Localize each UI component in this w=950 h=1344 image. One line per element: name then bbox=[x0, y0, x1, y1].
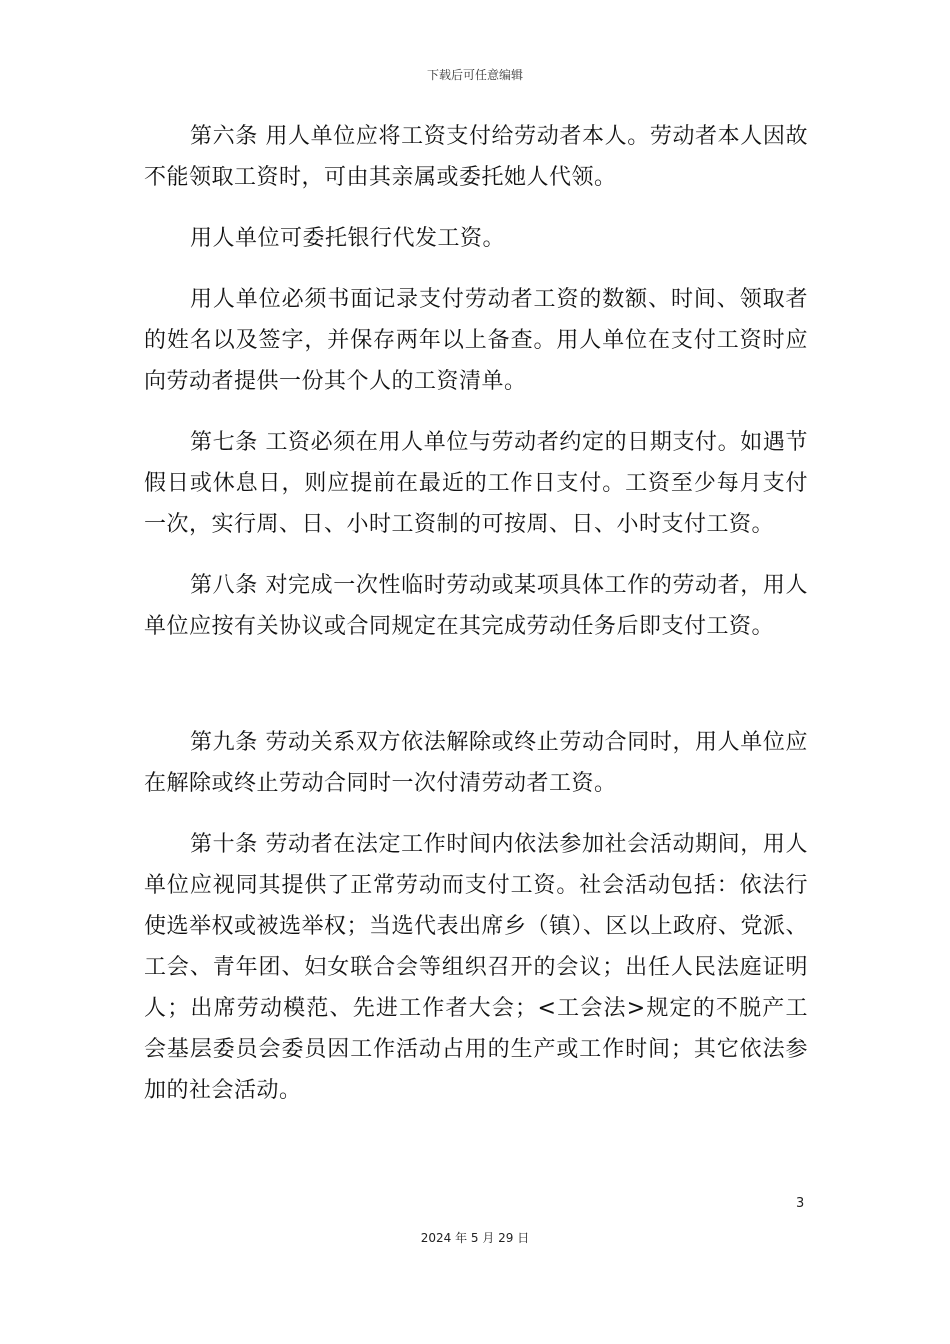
page-header: 下载后可任意编辑 bbox=[426, 68, 523, 82]
paragraph-article-9: 第九条 劳动关系双方依法解除或终止劳动合同时，用人单位应在解除或终止劳动合同时一次付清劳动者工资。 bbox=[144, 730, 808, 796]
page-footer-date: 2024 年 5 月 29 日 bbox=[420, 1231, 530, 1245]
paragraph-article-6: 第六条 用人单位应将工资支付给劳动者本人。劳动者本人因故不能领取工资时，可由其亲属或委托她人代领。 bbox=[144, 124, 808, 190]
paragraph-bank-payment: 用人单位可委托银行代发工资。 bbox=[190, 226, 506, 251]
page-number: 3 bbox=[796, 1196, 805, 1211]
paragraph-article-10: 第十条 劳动者在法定工作时间内依法参加社会活动期间，用人单位应视同其提供了正常劳动而支付工资。社会活动包括：依法行使选举权或被选举权；当选代表出席乡（镇）、区以上政府、党派、工会、青年团、妇女联合会等组织召开的会议；出任人民法庭证明人；出席劳动模范、先进工作者大会；<工会法>规定的不脱产工会基层委员会委员因工作活动占用的生产或工作时间；其它依法参加的社会活动。 bbox=[144, 832, 809, 1103]
paragraph-article-7: 第七条 工资必须在用人单位与劳动者约定的日期支付。如遇节假日或休息日，则应提前在最近的工作日支付。工资至少每月支付一次，实行周、日、小时工资制的可按周、日、小时支付工资。 bbox=[144, 430, 808, 537]
document-body bbox=[144, 116, 808, 1111]
paragraph-wage-records: 用人单位必须书面记录支付劳动者工资的数额、时间、领取者的姓名以及签字，并保存两年以上备查。用人单位在支付工资时应向劳动者提供一份其个人的工资清单。 bbox=[144, 287, 808, 394]
paragraph-article-8: 第八条 对完成一次性临时劳动或某项具体工作的劳动者，用人单位应按有关协议或合同规定在其完成劳动任务后即支付工资。 bbox=[144, 573, 808, 639]
